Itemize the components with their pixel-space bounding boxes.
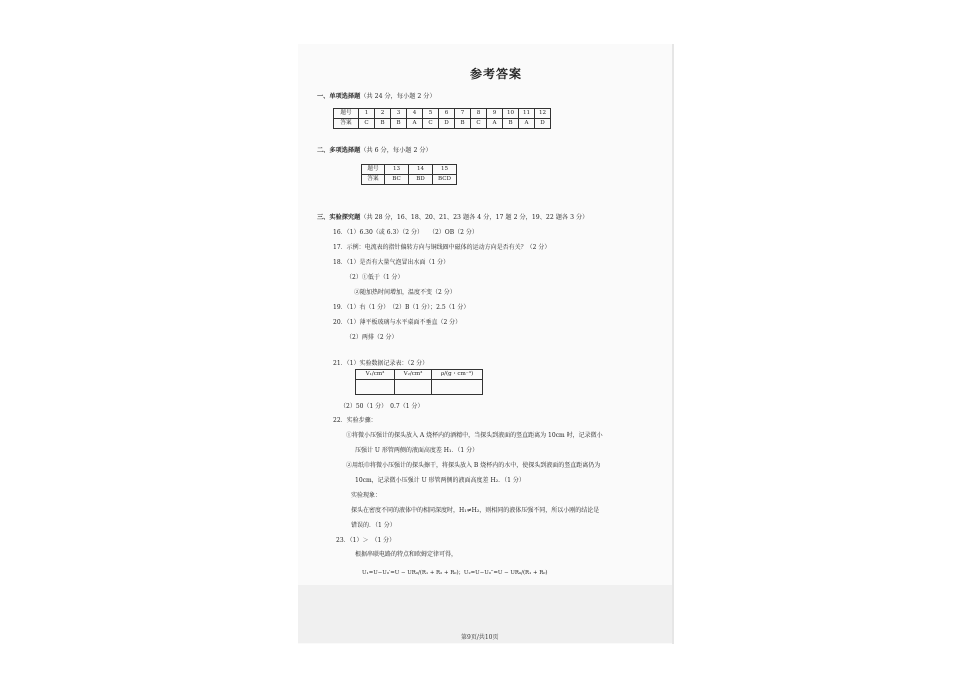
header-cell: 答案 [362,175,385,185]
question-number-cell: 9 [487,109,503,119]
answer-line: 16．（1）6.30（或 6.3）（2 分） （2）OB（2 分） [333,229,478,236]
table-header-cell: ρ/(g・cm⁻³) [432,370,483,380]
question-number-cell: 1 [359,109,375,119]
answer-line: ②用纸巾将微小压强计的探头擦干，将探头放入 B 烧杯内的水中，使探头到液面的竖直距离仍为 [346,462,601,469]
answer-cell: BD [409,175,433,185]
answer-cell: C [423,119,439,129]
table-row [362,175,457,185]
answer-cell: C [359,119,375,129]
table-cell [432,380,483,395]
question-number-cell: 3 [391,109,407,119]
answer-line: 23．（1）＞ （1 分） [336,537,396,544]
answer-line: （2）两排（2 分） [346,334,398,341]
answer-line: 10cm，记录微小压强计 U 形管两侧的液面高度差 H₂．（1 分） [355,477,525,484]
table-header-cell: V₁/cm³ [356,370,395,380]
data-record-table [355,369,483,395]
answer-cell: B [375,119,391,129]
answer-cell: D [535,119,551,129]
section-experiment-heading [317,212,588,221]
answer-cell: BCD [433,175,457,185]
section-single-choice-heading [317,91,436,100]
answer-line: 实验现象： [351,492,382,499]
question-number-cell: 2 [375,109,391,119]
section-multi-choice-heading [317,145,432,154]
table-cell [356,380,395,395]
answer-line: 20．（1）薄平板玻璃与水平桌面不垂直（2 分） [333,319,462,326]
question-number-cell: 6 [439,109,455,119]
section-note: （共 28 分，16、18、20、21、23 题各 4 分，17 题 2 分，19、22 题各 3 分） [360,214,589,221]
question-number-cell: 7 [455,109,471,119]
question-number-cell: 4 [407,109,423,119]
table-header-cell: V₂/cm³ [395,370,432,380]
section-note: （共 24 分，每小题 2 分） [360,93,436,100]
question-number-cell: 15 [433,165,457,175]
question-number-cell: 12 [535,109,551,119]
question-number-cell: 11 [519,109,535,119]
answer-line: 压强计 U 形管两侧的液面高度差 H₁．（1 分） [355,447,479,454]
table-row [334,119,551,129]
header-cell: 答案 [334,119,359,129]
answer-cell: B [455,119,471,129]
table-row [362,165,457,175]
answer-line: 17．示例：电流表的指针偏转方向与铜线圈中磁体的运动方向是否有关？（2 分） [333,244,551,251]
answer-line: 21．（1）实验数据记录表：（2 分） [333,360,429,367]
header-cell: 题号 [362,165,385,175]
answer-cell: D [439,119,455,129]
question-number-cell: 8 [471,109,487,119]
section-note: （共 6 分，每小题 2 分） [360,147,432,154]
answer-cell: C [471,119,487,129]
question-number-cell: 14 [409,165,433,175]
page-title: 参考答案 [470,67,523,81]
section-heading-text: 二、多项选择题 [317,147,361,154]
answer-line: （2）①低于（1 分） [346,274,404,281]
table-cell [395,380,432,395]
answer-line: 18．（1）是否有大量气泡冒出水面（1 分） [333,259,450,266]
answer-line: 19．（1）右（1 分） （2）B（1 分）；2.5（1 分） [333,304,470,311]
table-row [356,380,483,395]
answer-line: 根据串联电路的特点和欧姆定律可得， [355,551,458,558]
section-heading-text: 一、单项选择题 [317,93,361,100]
answer-cell: A [519,119,535,129]
answer-line: 探头在密度不同的液体中的相同深度时，H₁≠H₂，则相同的液体压强不同，所以小刚的结论是 [351,507,600,514]
answer-line: （2）50（1 分） 0.7（1 分） [340,403,424,410]
table-row [334,109,551,119]
answer-line: 22．实验步骤： [333,417,377,424]
header-cell: 题号 [334,109,359,119]
answer-cell: B [503,119,519,129]
answer-cell: B [391,119,407,129]
question-number-cell: 10 [503,109,519,119]
single-choice-answer-table [333,108,551,129]
answer-cell: BC [385,175,409,185]
formula-line: U₁=U−U₀′=U − UR₀/(R₁ + R₂ + R₀)；U₂=U−U₀′′=U − UR₀/(R₁ + R₀) [362,570,548,576]
answer-cell: A [407,119,423,129]
section-heading-text: 三、实验探究题 [317,214,361,221]
table-row [356,370,483,380]
multi-choice-answer-table [361,164,457,185]
question-number-cell: 13 [385,165,409,175]
page-footer: 第9页/共10页 [461,634,499,641]
answer-line: ②随加热时间增加，温度不变（2 分） [354,289,456,296]
answer-cell: A [487,119,503,129]
question-number-cell: 5 [423,109,439,119]
answer-line: ①将微小压强计的探头放入 A 烧杯内的酒精中，当探头到液面的竖直距离为 10cm 时，记录微小 [346,432,603,439]
answer-line: 错误的．（1 分） [351,522,396,529]
